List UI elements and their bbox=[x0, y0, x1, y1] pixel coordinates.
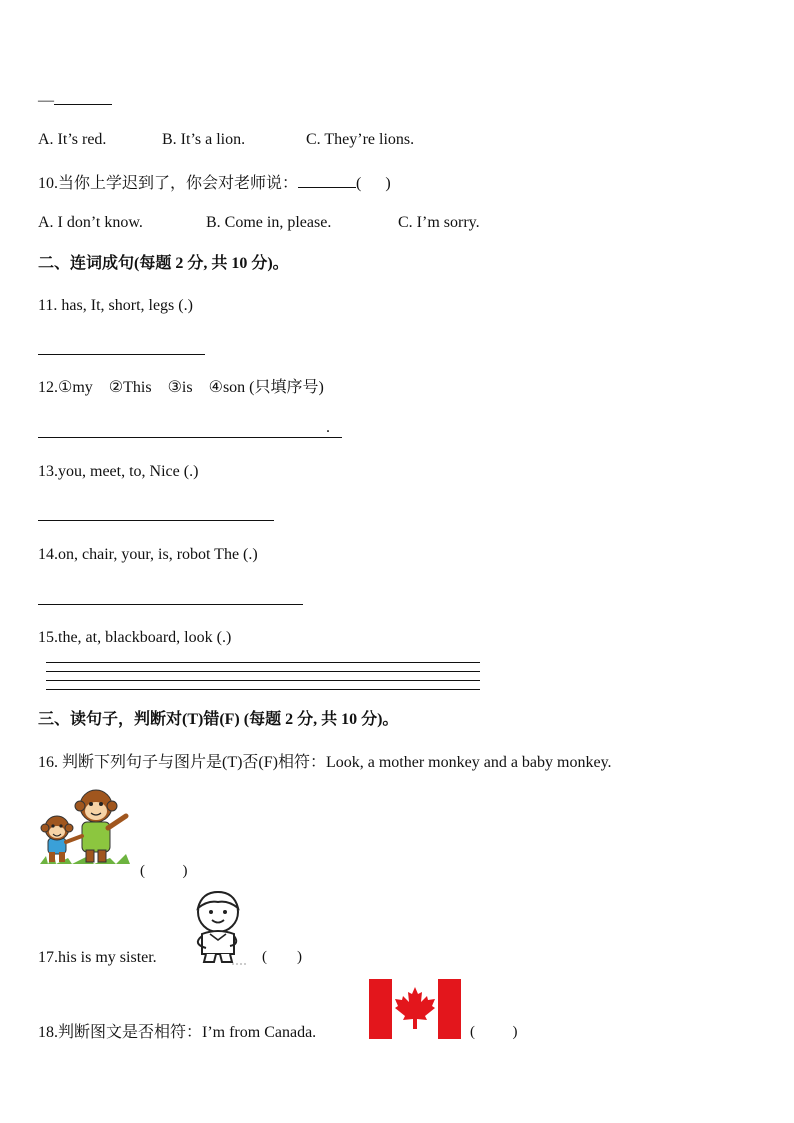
q17-answer-paren[interactable]: ( ) bbox=[262, 949, 302, 965]
q16-text: 16. 判断下列句子与图片是(T)否(F)相符：Look, a mother monkey and a baby monkey. bbox=[38, 754, 612, 771]
q10-option-c[interactable]: C. I’m sorry. bbox=[398, 214, 480, 231]
q15-text: 15.the, at, blackboard, look (.) bbox=[38, 629, 232, 646]
q15-staff-line-2 bbox=[46, 671, 480, 672]
q17-text: 17.his is my sister. bbox=[38, 949, 157, 966]
q9-answer-blank[interactable] bbox=[54, 88, 112, 105]
q11-text: 11. has, It, short, legs (.) bbox=[38, 297, 193, 314]
q18-answer-paren[interactable]: ( ) bbox=[470, 1024, 518, 1040]
q12-text: 12.①my ②This ③is ④son (只填序号) bbox=[38, 379, 324, 396]
canada-flag-picture bbox=[369, 979, 461, 1039]
q12-end-mark: . bbox=[326, 419, 330, 436]
q10-option-a[interactable]: A. I don’t know. bbox=[38, 214, 143, 231]
q15-staff-line-3 bbox=[46, 680, 480, 681]
q11-answer-line[interactable] bbox=[38, 354, 205, 355]
monkeys-picture bbox=[38, 786, 134, 870]
q9-dash: — bbox=[38, 92, 54, 109]
q15-staff-line-1 bbox=[46, 662, 480, 663]
q10-paren: ( ) bbox=[356, 175, 391, 192]
q10-answer-blank[interactable] bbox=[298, 171, 356, 188]
q16-answer-paren[interactable]: ( ) bbox=[140, 863, 188, 879]
q10-text: 10.当你上学迟到了，你会对老师说： bbox=[38, 175, 299, 192]
q9-answer-line bbox=[38, 88, 112, 111]
q10-option-b[interactable]: B. Come in, please. bbox=[206, 214, 332, 231]
q14-text: 14.on, chair, your, is, robot The (.) bbox=[38, 546, 258, 563]
q9-options bbox=[38, 130, 414, 150]
q18-text: 18.判断图文是否相符：I’m from Canada. bbox=[38, 1024, 317, 1041]
q9-option-b[interactable]: B. It’s a lion. bbox=[162, 131, 246, 148]
q13-text: 13.you, meet, to, Nice (.) bbox=[38, 463, 199, 480]
boy-picture bbox=[188, 888, 248, 966]
q10-options bbox=[38, 213, 480, 233]
q15-staff-line-4 bbox=[46, 689, 480, 690]
section-2-title: 二、连词成句(每题 2 分, 共 10 分)。 bbox=[38, 255, 289, 272]
q9-option-c[interactable]: C. They’re lions. bbox=[306, 131, 415, 148]
q14-answer-line[interactable] bbox=[38, 604, 303, 605]
q12-answer-line[interactable] bbox=[38, 437, 342, 438]
section-3-title: 三、读句子，判断对(T)错(F) (每题 2 分, 共 10 分)。 bbox=[38, 711, 399, 728]
q9-option-a[interactable]: A. It’s red. bbox=[38, 131, 107, 148]
question-10 bbox=[38, 171, 391, 194]
q13-answer-line[interactable] bbox=[38, 520, 274, 521]
